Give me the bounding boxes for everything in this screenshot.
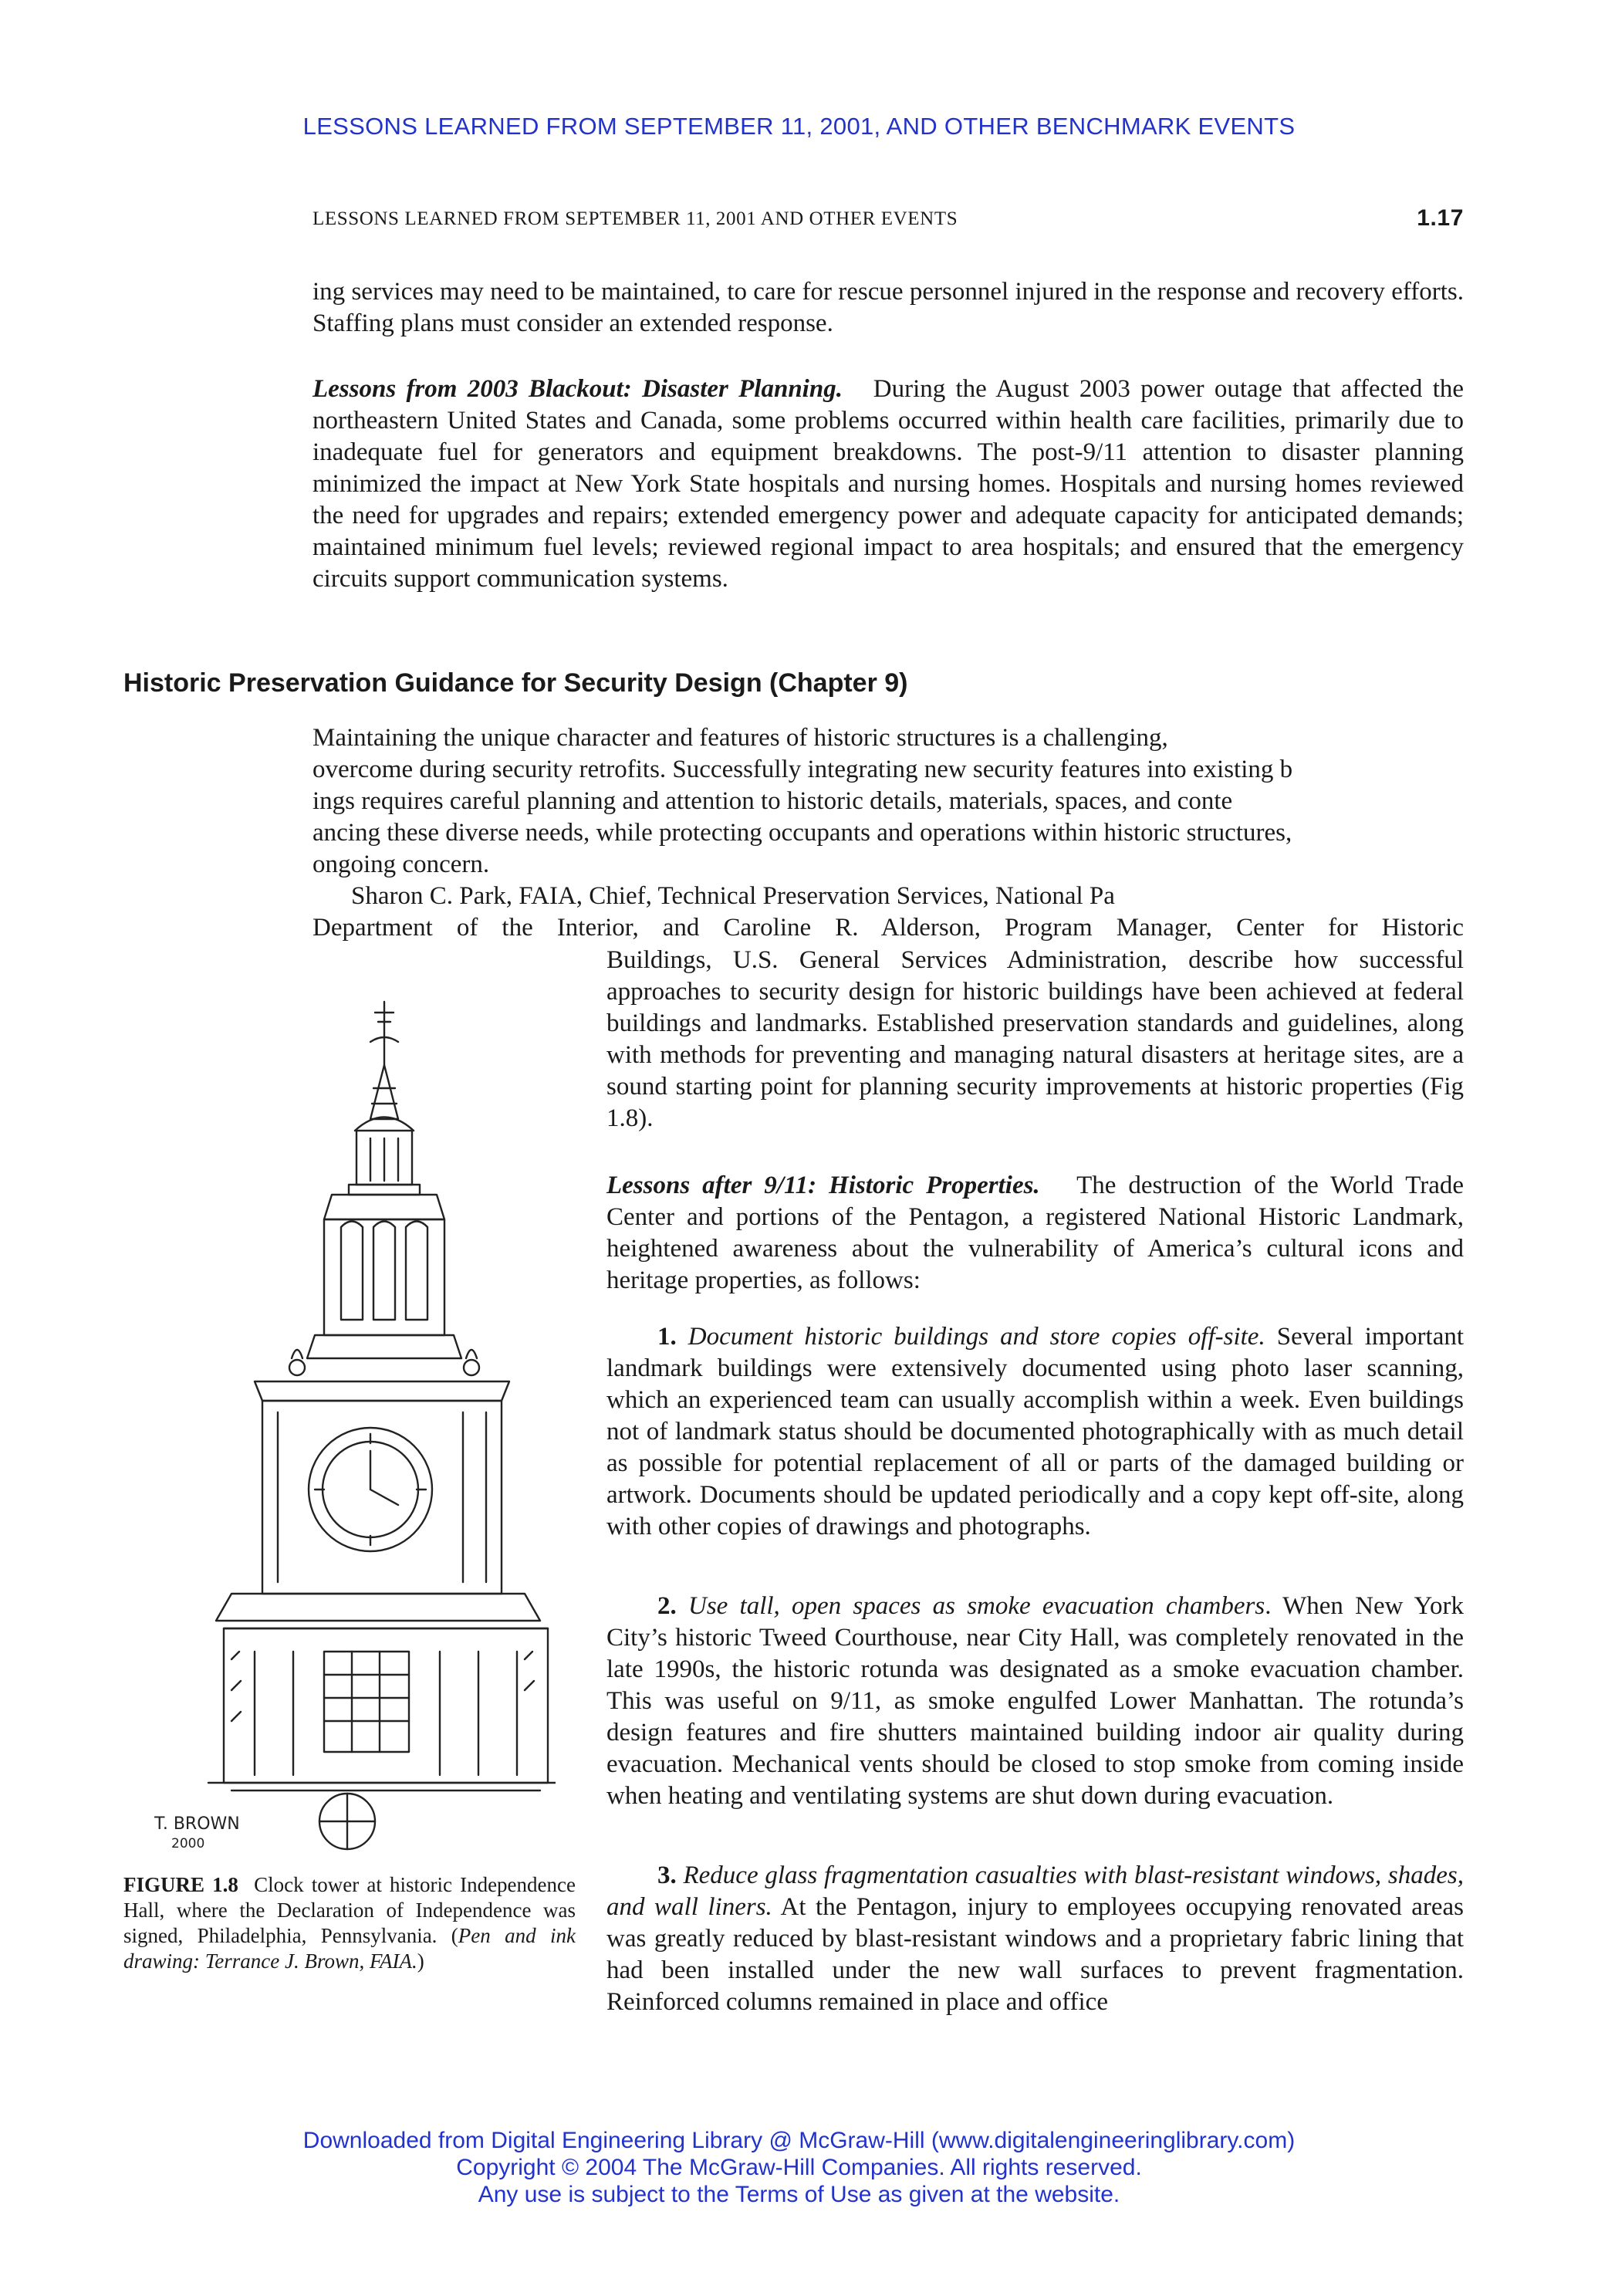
paragraph-lessons-after-911	[606, 1170, 1464, 1297]
lessons-text: The destruction of the World Trade Center and portions of the Pentagon, a registered National Historic Landmark, heightened awareness about the vulnerability of America’s cultural icons and heritage properties, as follows:	[606, 1172, 1464, 1294]
footer-terms: Any use is subject to the Terms of Use as given at the website.	[478, 2182, 1120, 2207]
footer-notice	[0, 2127, 1598, 2208]
clock-tower-illustration	[139, 996, 556, 1852]
item-title: Document historic buildings and store copies off-site.	[688, 1323, 1265, 1351]
item-title: Reduce glass fragmentation casualties with blast-resistant windows, shades, and wall liners.	[606, 1861, 1465, 1921]
intro-line: ancing these diverse needs, while protecting occupants and operations within historic structures,	[313, 819, 1292, 847]
park-line: Sharon C. Park, FAIA, Chief, Technical Preservation Services, National Pa	[351, 882, 1115, 910]
figure-caption	[123, 1872, 576, 1974]
paragraph-park-continued: Buildings, U.S. General Services Administration, describe how successful approaches to security design for historic buildings have been achieved at federal buildings and landmarks. Established preservation standards and guidelines, along with methods for preventing and managing natural disasters at heritage sites, are a sound starting point for planning security improvements at historic properties (Fig 1.8).	[606, 946, 1464, 1132]
intro-line: overcome during security retrofits. Successfully integrating new security features into existing b	[313, 756, 1293, 783]
intro-line: Maintaining the unique character and features of historic structures is a challenging,	[313, 724, 1168, 752]
item-number: 3.	[657, 1861, 677, 1889]
intro-line: ings requires careful planning and attention to historic details, materials, spaces, and conte	[313, 787, 1233, 815]
item-text: At the Pentagon, injury to employees occupying renovated areas was greatly reduced by blast-resistant windows and a proprietary fabric lining that had been installed under the new wall surfaces to prevent fragmentation. Reinforced columns remained in place and office	[606, 1893, 1464, 2016]
intro-line: ongoing concern.	[313, 850, 490, 878]
running-head	[313, 205, 1464, 231]
top-banner-link[interactable]: LESSONS LEARNED FROM SEPTEMBER 11, 2001, AND OTHER BENCHMARK EVENTS	[302, 113, 1296, 140]
item-number: 2.	[657, 1592, 677, 1620]
footer-download-link[interactable]: Downloaded from Digital Engineering Library @ McGraw-Hill (www.digitalengineeringlibrary.com)	[302, 2128, 1296, 2153]
caption-end: )	[417, 1949, 424, 1973]
section-heading: Historic Preservation Guidance for Security Design (Chapter 9)	[123, 668, 908, 698]
list-item	[606, 1591, 1464, 1812]
paragraph-ing-services: ing services may need to be maintained, to care for rescue personnel injured in the response and recovery efforts. Staffing plans must consider an extended response.	[313, 278, 1464, 337]
item-text: . When New York City’s historic Tweed Courthouse, near City Hall, was completely renovated in the late 1990s, the historic rotunda was designated as a smoke evacuation chamber. This was useful on 9/11, as smoke engulfed Lower Manhattan. The rotunda’s design features and fire shutters maintained building indoor air quality during evacuation. Mechanical vents should be closed to stop smoke from coming inside when heating and ventilating systems are shut down during evacuation.	[606, 1592, 1464, 1810]
signature-year: 2000	[171, 1836, 205, 1851]
item-text: Several important landmark buildings were extensively documented using photo laser scanning, which an experienced team can usually accomplish within a week. Even buildings not of landmark status should be documented photographically with as much detail as possible for potential replacement of all or parts of the damaged building or artwork. Documents should be updated periodically and a copy kept off-site, along with other copies of drawings and photographs.	[606, 1323, 1465, 1540]
caption-label: FIGURE 1.8	[123, 1873, 238, 1896]
lessons-heading: Lessons after 9/11: Historic Properties.	[606, 1172, 1040, 1199]
paragraph-intro	[313, 722, 1464, 944]
figure-clock-tower-drawing	[139, 996, 556, 1852]
paragraph-blackout	[313, 374, 1464, 595]
signature-text: T. BROWN	[154, 1814, 240, 1834]
caption-credit: Pen and ink drawing: Terrance J. Brown, FAIA.	[123, 1924, 576, 1973]
list-item	[606, 1321, 1464, 1543]
park-line: Department of the Interior, and Caroline R. Alderson, Program Manager, Center for Historic	[313, 914, 1464, 942]
blackout-text: During the August 2003 power outage that affected the northeastern United States and Canada, some problems occurred within health care facilities, primarily due to inadequate fuel for generators and equipment breakdowns. The post-9/11 attention to disaster planning minimized the impact at New York State hospitals and nursing homes. Hospitals and nursing homes reviewed the need for upgrades and repairs; extended emergency power and adequate capacity for anticipated demands; maintained minimum fuel levels; reviewed regional impact to area hospitals; and ensured that the emergency circuits support communication systems.	[313, 375, 1465, 593]
footer-copyright: Copyright © 2004 The McGraw-Hill Companies. All rights reserved.	[456, 2155, 1142, 2180]
caption-text: Clock tower at historic Independence Hall, where the Declaration of Independence was signed, Philadelphia, Pennsylvania. (	[123, 1873, 576, 1947]
item-number: 1.	[657, 1323, 677, 1351]
list-item	[606, 1860, 1464, 2018]
page-number: 1.17	[1417, 205, 1464, 231]
running-title: LESSONS LEARNED FROM SEPTEMBER 11, 2001 AND OTHER EVENTS	[313, 208, 958, 229]
item-title: Use tall, open spaces as smoke evacuation chambers	[688, 1592, 1265, 1620]
blackout-heading: Lessons from 2003 Blackout: Disaster Planning.	[313, 375, 843, 403]
